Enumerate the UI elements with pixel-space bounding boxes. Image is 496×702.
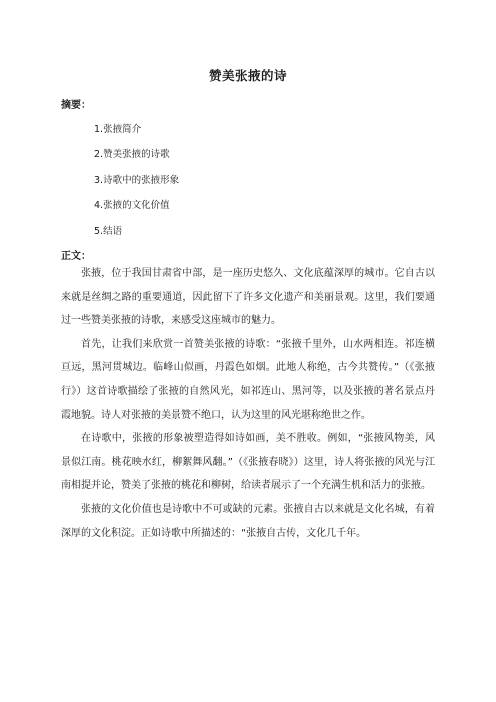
paragraph: 首先，让我们来欣赏一首赞美张掖的诗歌：“张掖千里外，山水两相连。祁连横亘远，黑河贯城边。临峰山似画，丹霞色如烟。此地人称绝，古今共赞传。”（《张掖行》）这首诗歌描绘了张掖的自然风光，如祁连山、黑河等，以及张掖的著名景点丹霞地貌。诗人对张掖的美景赞不绝口，认为这里的风光堪称绝世之作。 <box>61 338 435 421</box>
toc-item: 3.诗歌中的张掖形象 <box>94 175 180 186</box>
paragraph: 张掖的文化价值也是诗歌中不可或缺的元素。张掖自古以来就是文化名城，有着深厚的文化积淀。正如诗歌中所描述的：“张掖自古传，文化几千年。 <box>61 503 435 539</box>
toc-item: 1.张掖简介 <box>94 124 142 135</box>
body-heading: 正文： <box>61 251 91 262</box>
toc-item: 4.张掖的文化价值 <box>94 200 170 211</box>
paragraph: 在诗歌中，张掖的形象被塑造得如诗如画，美不胜收。例如，“张掖风物美，风景似江南。桃花映水红，柳絮舞风翻。”（《张掖春晓》）这里，诗人将张掖的风光与江南相提并论，赞美了张掖的桃花和柳树，给读者展示了一个充满生机和活力的张掖。 <box>61 433 435 492</box>
document-title: 赞美张掖的诗 <box>208 68 287 83</box>
paragraph: 张掖，位于我国甘肃省中部，是一座历史悠久、文化底蕴深厚的城市。它自古以来就是丝绸之路的重要通道，因此留下了许多文化遗产和美丽景观。这里，我们要通过一些赞美张掖的诗歌，来感受这座城市的魅力。 <box>61 268 435 327</box>
body-text <box>61 262 435 545</box>
toc-item: 2.赞美张掖的诗歌 <box>94 149 170 160</box>
toc-item: 5.结语 <box>94 226 123 237</box>
abstract-heading: 摘要： <box>61 100 91 111</box>
